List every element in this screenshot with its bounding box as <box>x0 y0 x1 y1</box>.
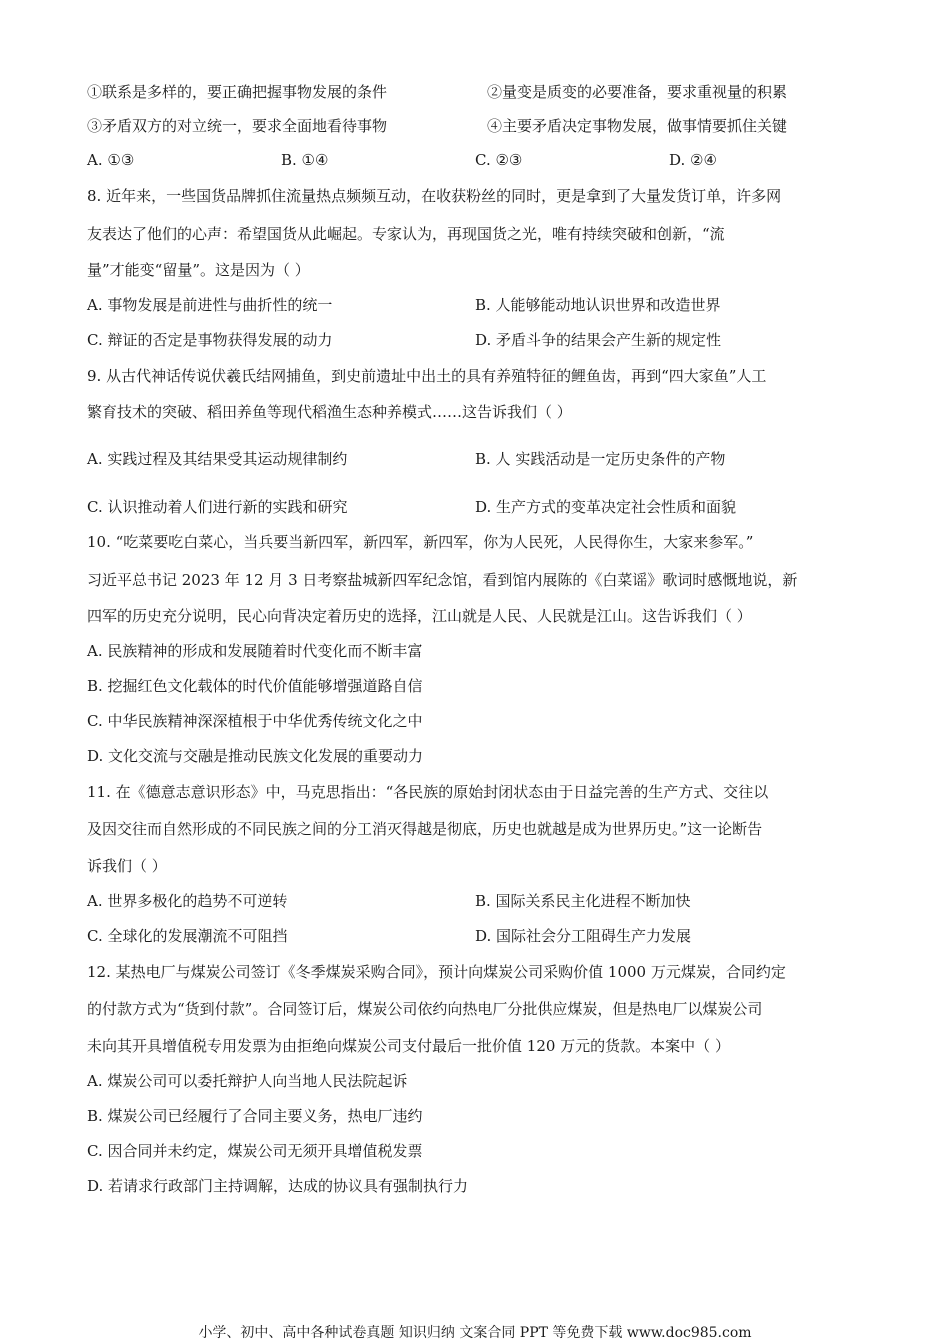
q7-statement-3: ③矛盾双方的对立统一，要求全面地看待事物 <box>87 117 388 135</box>
q10-stem-3: 四军的历史充分说明，民心向背决定着历史的选择，江山就是人民、人民就是江山。这告诉我们（ ） <box>87 607 752 625</box>
q8-stem-1: 8. 近年来，一些国货品牌抓住流量热点频频互动，在收获粉丝的同时，更是拿到了大量发货订单，许多网 <box>87 187 782 205</box>
q12-option-b: B. 煤炭公司已经履行了合同主要义务，热电厂违约 <box>87 1107 423 1125</box>
q8-stem-3: 量”才能变“留量”。这是因为（ ） <box>87 261 310 279</box>
q11-option-b: B. 国际关系民主化进程不断加快 <box>475 892 691 910</box>
q11-option-a: A. 世界多极化的趋势不可逆转 <box>87 892 288 910</box>
q11-stem-2: 及因交往而自然形成的不同民族之间的分工消灭得越是彻底，历史也就越是成为世界历史。”这一论断告 <box>87 820 763 838</box>
q9-stem-1: 9. 从古代神话传说伏羲氏结网捕鱼，到史前遗址中出土的具有养殖特征的鲤鱼齿，再到“四大家鱼”人工 <box>87 367 767 385</box>
q12-option-a: A. 煤炭公司可以委托辩护人向当地人民法院起诉 <box>87 1072 408 1090</box>
q7-statement-2: ②量变是质变的必要准备，要求重视量的积累 <box>487 83 788 101</box>
q9-stem-2: 繁育技术的突破、稻田养鱼等现代稻渔生态种养模式……这告诉我们（ ） <box>87 403 572 421</box>
q12-option-c: C. 因合同并未约定，煤炭公司无须开具增值税发票 <box>87 1142 423 1160</box>
q11-stem-1: 11. 在《德意志意识形态》中，马克思指出：“各民族的原始封闭状态由于日益完善的生产方式、交往以 <box>87 783 769 801</box>
q10-option-c: C. 中华民族精神深深植根于中华优秀传统文化之中 <box>87 712 423 730</box>
q8-stem-2: 友表达了他们的心声：希望国货从此崛起。专家认为，再现国货之光，唯有持续突破和创新，“流 <box>87 225 725 243</box>
q10-option-a: A. 民族精神的形成和发展随着时代变化而不断丰富 <box>87 642 423 660</box>
q7-statement-4: ④主要矛盾决定事物发展，做事情要抓住关键 <box>487 117 788 135</box>
q7-option-b: B. ①④ <box>281 151 329 169</box>
q8-option-a: A. 事物发展是前进性与曲折性的统一 <box>87 296 333 314</box>
q9-option-a: A. 实践过程及其结果受其运动规律制约 <box>87 450 348 468</box>
q10-stem-2: 习近平总书记 2023 年 12 月 3 日考察盐城新四军纪念馆，看到馆内展陈的《白菜谣》歌词时感慨地说，新 <box>87 571 798 589</box>
q12-option-d: D. 若请求行政部门主持调解，达成的协议具有强制执行力 <box>87 1177 469 1195</box>
q7-option-c: C. ②③ <box>475 151 523 169</box>
q7-option-d: D. ②④ <box>669 151 717 169</box>
q12-stem-2: 的付款方式为“货到付款”。合同签订后，煤炭公司依约向热电厂分批供应煤炭，但是热电厂以煤炭公司 <box>87 1000 763 1018</box>
q8-option-c: C. 辩证的否定是事物获得发展的动力 <box>87 331 333 349</box>
q10-stem-1: 10. “吃菜要吃白菜心，当兵要当新四军，新四军，新四军，你为人民死，人民得你生，大家来参军。” <box>87 533 754 551</box>
page-footer: 小学、初中、高中各种试卷真题 知识归纳 文案合同 PPT 等免费下载 www.doc985.com <box>198 1325 752 1341</box>
q10-option-b: B. 挖掘红色文化载体的时代价值能够增强道路自信 <box>87 677 423 695</box>
q9-option-d: D. 生产方式的变革决定社会性质和面貌 <box>475 498 737 516</box>
q10-option-d: D. 文化交流与交融是推动民族文化发展的重要动力 <box>87 747 424 765</box>
q11-option-d: D. 国际社会分工阻碍生产力发展 <box>475 927 692 945</box>
q12-stem-1: 12. 某热电厂与煤炭公司签订《冬季煤炭采购合同》，预计向煤炭公司采购价值 1000 万元煤炭，合同约定 <box>87 963 786 981</box>
q11-stem-3: 诉我们（ ） <box>87 857 167 875</box>
q11-option-c: C. 全球化的发展潮流不可阻挡 <box>87 927 288 945</box>
q7-statement-1: ①联系是多样的，要正确把握事物发展的条件 <box>87 83 388 101</box>
q12-stem-3: 未向其开具增值税专用发票为由拒绝向煤炭公司支付最后一批价值 120 万元的货款。本案中（ ） <box>87 1037 730 1055</box>
q9-option-b: B. 人 实践活动是一定历史条件的产物 <box>475 450 726 468</box>
q7-option-a: A. ①③ <box>87 151 135 169</box>
q8-option-b: B. 人能够能动地认识世界和改造世界 <box>475 296 721 314</box>
q9-option-c: C. 认识推动着人们进行新的实践和研究 <box>87 498 348 516</box>
q8-option-d: D. 矛盾斗争的结果会产生新的规定性 <box>475 331 722 349</box>
